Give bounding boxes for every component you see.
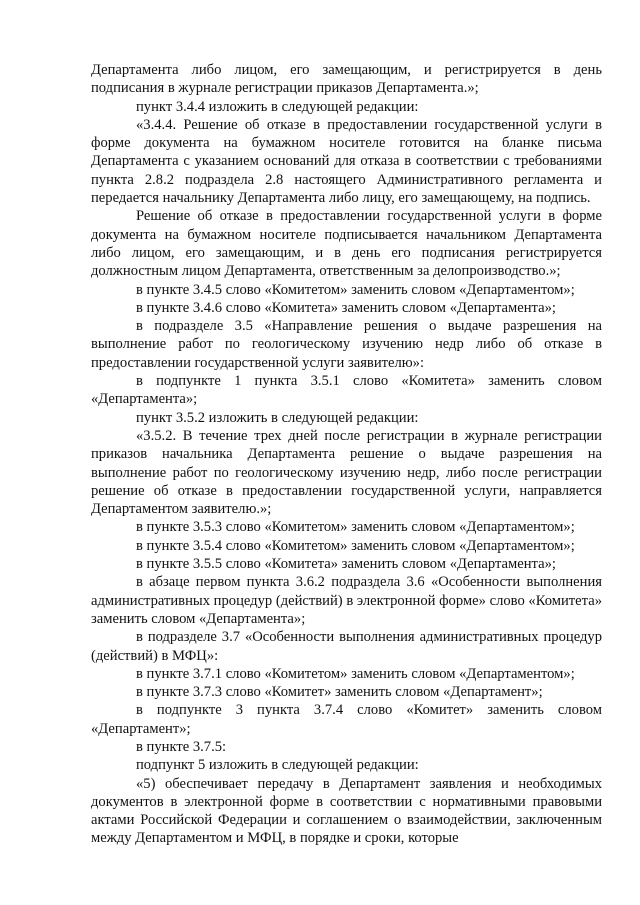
paragraph-14: в абзаце первом пункта 3.6.2 подраздела 3.6 «Особенности выполнения административных процедур (действий) в электронной форме» слово «Комитета» заменить словом «Департамента»; bbox=[91, 574, 602, 627]
paragraph-17: в пункте 3.7.3 слово «Комитет» заменить словом «Департамент»; bbox=[136, 684, 543, 701]
paragraph-16: в пункте 3.7.1 слово «Комитетом» заменить словом «Департаментом»; bbox=[136, 665, 575, 682]
paragraph-11: в пункте 3.5.3 слово «Комитетом» заменить словом «Департаментом»; bbox=[136, 519, 575, 536]
paragraph-5: в пункте 3.4.5 слово «Комитетом» заменить словом «Департаментом»; bbox=[136, 281, 575, 298]
paragraph-15: в подразделе 3.7 «Особенности выполнения административных процедур (действий) в МФЦ»: bbox=[91, 629, 602, 664]
paragraph-9: пункт 3.5.2 изложить в следующей редакции: bbox=[136, 409, 419, 426]
paragraph-12: в пункте 3.5.4 слово «Комитетом» заменить словом «Департаментом»; bbox=[136, 537, 575, 554]
paragraph-7: в подразделе 3.5 «Направление решения о выдаче разрешения на выполнение работ по геологическому изучению недр либо об отказе в предоставлении государственной услуги заявителю»: bbox=[91, 318, 602, 371]
document-body bbox=[91, 61, 602, 848]
paragraph-19: в пункте 3.7.5: bbox=[136, 738, 227, 755]
paragraph-2: пункт 3.4.4 изложить в следующей редакции: bbox=[136, 98, 419, 115]
paragraph-6: в пункте 3.4.6 слово «Комитета» заменить словом «Департамента»; bbox=[136, 299, 556, 316]
paragraph-10: «3.5.2. В течение трех дней после регистрации в журнале регистрации приказов начальника Департамента решение о выдаче разрешения на выполнение работ по геологическому изучению недр, либо после регистрации решение об отказе в предоставлении государственной услуги, направляется Департаментом заявителю.»; bbox=[91, 427, 602, 518]
paragraph-3: «3.4.4. Решение об отказе в предоставлении государственной услуги в форме документа на бумажном носителе готовится на бланке письма Департамента с указанием оснований для отказа в соответствии с требованиями пункта 2.8.2 подраздела 2.8 настоящего Административного регламента и передается начальнику Департамента либо лицу, его замещающему, на подпись. bbox=[91, 116, 602, 207]
paragraph-20: подпункт 5 изложить в следующей редакции: bbox=[136, 757, 419, 774]
paragraph-13: в пункте 3.5.5 слово «Комитета» заменить словом «Департамента»; bbox=[136, 556, 556, 573]
paragraph-18: в подпункте 3 пункта 3.7.4 слово «Комитет» заменить словом «Департамент»; bbox=[91, 702, 602, 737]
paragraph-4: Решение об отказе в предоставлении государственной услуги в форме документа на бумажном носителе подписывается начальником Департамента либо лицом, его замещающим, и в день его подписания регистрируется должностным лицом Департамента, ответственным за делопроизводство.»; bbox=[91, 208, 602, 280]
paragraph-8: в подпункте 1 пункта 3.5.1 слово «Комитета» заменить словом «Департамента»; bbox=[91, 373, 602, 408]
paragraph-1: Департамента либо лицом, его замещающим, и регистрируется в день подписания в журнале регистрации приказов Департамента.»; bbox=[91, 62, 602, 97]
paragraph-21: «5) обеспечивает передачу в Департамент заявления и необходимых документов в электронной форме в соответствии с нормативными правовыми актами Российской Федерации и соглашением о взаимодействии, заключенным между Департаментом и МФЦ, в порядке и сроки, которые bbox=[91, 775, 602, 847]
